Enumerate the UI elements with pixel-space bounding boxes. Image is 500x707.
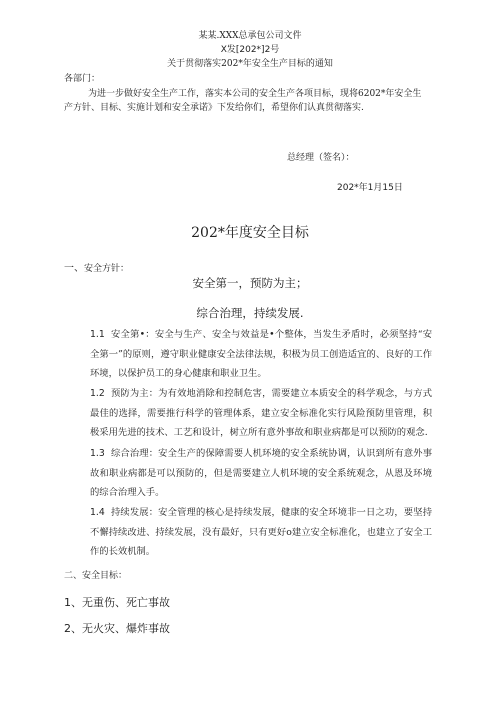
policy-slogan-1: 安全第一，预防为主； [192,276,308,290]
policy-heading-label: 安全方针： [84,264,130,274]
policy-item-text: 预防为主：为有效地消除和控制危害，需要建立本质安全的科学观念，与方式最佳的选择，需要推行科学的管理体系，建立安全标准化实行风险预防里管理，积极采用先进的技术、工艺和设计，树立所有意外事故和职业病都是可以预防的观念. [90,388,432,438]
policy-item-text: 持续发展：安全管理的核心是持续发展，健康的安全环境非一日之功，要坚持不懈持续改进、持续发展，没有最好，只有更好o建立安全标准化，也建立了安全工作的长效机制。 [90,507,432,557]
policy-item-text: 安全第•：安全与生产、安全与效益是•个整体，当发生矛盾时，必须坚持“安全第一”的原则，遵守职业健康安全法律法规，积极为员工创造适宜的、良好的工作环境，以保护员工的身心健康和职业卫生。 [90,329,432,379]
policy-slogan-2: 综合治理，持续发展. [196,306,304,320]
policy-item-number: 1.1 [90,329,105,340]
policy-item-3 [90,444,432,503]
policy-item-number: 1.4 [90,507,105,518]
target-item-1: 1、无重伤、死亡事故 [64,596,170,609]
policy-item-2 [90,384,432,443]
target-item-2: 2、无火灾、爆炸事故 [64,622,170,635]
policy-heading [64,256,129,275]
company-file-title: 某某.XXX总承包公司文件 [198,31,302,41]
policy-heading-number: 一、 [64,263,84,274]
policy-item-text: 综合治理：安全生产的保障需要人机环境的安全系统协调，认识到所有意外事故和职业病都是可以预防的，但是需要建立人机环境的安全系统观念，从恩及环境的综合治理入手。 [90,448,432,498]
salutation: 各部门： [64,74,101,84]
policy-item-4 [90,503,432,562]
policy-item-1 [90,325,432,384]
section-title: 202*年度安全目标 [191,225,309,241]
policy-item-number: 1.2 [90,388,105,399]
policy-item-number: 1.3 [90,448,105,459]
signature-label: 总经理（签名）： [287,153,355,163]
document-number: X发[202*]2号 [220,45,280,55]
notice-title: 关于贯彻落实202*年安全生产目标的通知 [167,59,333,69]
letter-body-line-1: 为进一步做好安全生产工作，落实本公司的安全生产各项目标，现将6202*年安全生 [88,89,422,99]
targets-heading: 二、安全目标： [64,571,128,581]
letter-body-line-2: 产方针、目标、实施计划和安全承诺》下发给你们，希望你们认真贯彻落实. [64,103,364,113]
letter-date: 202*年1月15日 [337,183,403,193]
